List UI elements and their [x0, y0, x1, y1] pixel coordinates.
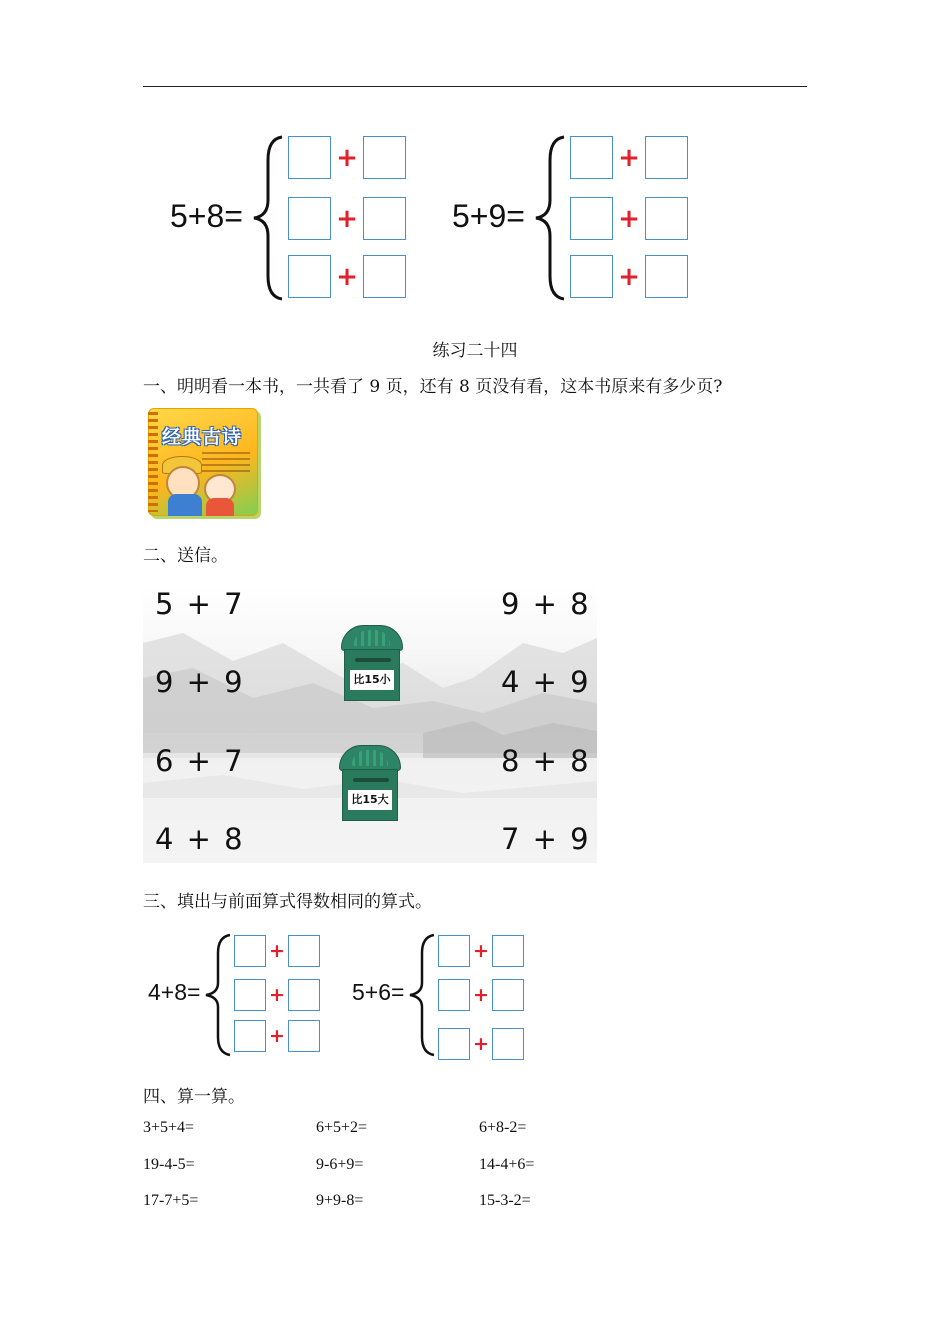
answer-box[interactable] [288, 255, 331, 298]
plus-sign: + [473, 1033, 489, 1055]
answer-box[interactable] [363, 197, 406, 240]
header-rule [143, 86, 807, 87]
mailbox-greater-than-15[interactable] [339, 745, 401, 825]
book-image [148, 408, 258, 516]
book-cover-title: 经典古诗 [162, 426, 243, 448]
plus-sign: + [473, 984, 489, 1006]
book-spiral-icon [148, 412, 158, 512]
expression-card[interactable]: 7 + 9 [501, 822, 591, 856]
question-4-text: 四、算一算。 [143, 1087, 245, 1107]
letters-scene [143, 583, 597, 863]
answer-box[interactable] [288, 979, 320, 1011]
expression-card[interactable]: 6 + 7 [155, 744, 245, 778]
answer-box[interactable] [234, 1020, 266, 1052]
plus-sign: + [618, 142, 640, 173]
expression-card[interactable]: 5 + 7 [155, 587, 245, 621]
mailbox-roof-icon [339, 745, 401, 771]
plus-sign: + [269, 1025, 285, 1047]
decomposition-5-plus-8 [170, 134, 410, 302]
plus-sign: + [336, 261, 358, 292]
answer-box[interactable] [288, 935, 320, 967]
answer-box[interactable] [645, 136, 688, 179]
calc-item[interactable]: 6+5+2= [316, 1119, 368, 1136]
plus-sign: + [336, 203, 358, 234]
calc-item[interactable]: 15-3-2= [479, 1192, 531, 1209]
answer-box[interactable] [645, 255, 688, 298]
equation-label: 5+9= [452, 198, 525, 234]
equation-label: 4+8= [148, 979, 201, 1005]
decomposition-5-plus-9 [452, 134, 692, 302]
plus-sign: + [269, 940, 285, 962]
mailbox-less-than-15[interactable] [341, 625, 403, 705]
answer-box[interactable] [570, 197, 613, 240]
answer-box[interactable] [492, 935, 524, 967]
answer-box[interactable] [288, 136, 331, 179]
decomposition-4-plus-8 [148, 933, 328, 1057]
mailbox-label: 比15大 [348, 790, 392, 810]
answer-box[interactable] [438, 935, 470, 967]
answer-box[interactable] [288, 1020, 320, 1052]
question-2-text: 二、送信。 [143, 546, 228, 566]
answer-box[interactable] [438, 1028, 470, 1060]
calc-item[interactable]: 9+9-8= [316, 1192, 364, 1209]
decomposition-5-plus-6 [352, 933, 532, 1063]
answer-box[interactable] [492, 979, 524, 1011]
answer-box[interactable] [570, 255, 613, 298]
curly-brace [248, 134, 288, 302]
question-3-text: 三、填出与前面算式得数相同的算式。 [143, 892, 432, 912]
answer-box[interactable] [234, 935, 266, 967]
robe-icon [168, 494, 202, 516]
plus-sign: + [618, 261, 640, 292]
answer-box[interactable] [363, 136, 406, 179]
expression-card[interactable]: 4 + 8 [155, 822, 245, 856]
mailbox-label: 比15小 [350, 670, 394, 690]
equation-label: 5+8= [170, 198, 243, 234]
calc-item[interactable]: 14-4+6= [479, 1156, 535, 1173]
curly-brace [406, 933, 438, 1057]
answer-box[interactable] [492, 1028, 524, 1060]
mail-slot-icon [353, 778, 389, 782]
book-text-lines [202, 452, 250, 476]
answer-box[interactable] [288, 197, 331, 240]
expression-card[interactable]: 8 + 8 [501, 744, 591, 778]
section-title: 练习二十四 [432, 341, 518, 361]
mailbox-roof-icon [341, 625, 403, 651]
robe-icon [206, 498, 234, 516]
answer-box[interactable] [234, 979, 266, 1011]
expression-card[interactable]: 9 + 8 [501, 587, 591, 621]
plus-sign: + [618, 203, 640, 234]
plus-sign: + [473, 940, 489, 962]
calc-item[interactable]: 17-7+5= [143, 1192, 199, 1209]
equation-label: 5+6= [352, 979, 405, 1005]
answer-box[interactable] [438, 979, 470, 1011]
plus-sign: + [336, 142, 358, 173]
question-1-text: 一、明明看一本书，一共看了 9 页，还有 8 页没有看，这本书原来有多少页? [143, 377, 723, 397]
answer-box[interactable] [363, 255, 406, 298]
mail-slot-icon [355, 658, 391, 662]
curly-brace [530, 134, 570, 302]
answer-box[interactable] [570, 136, 613, 179]
calc-item[interactable]: 19-4-5= [143, 1156, 195, 1173]
expression-card[interactable]: 9 + 9 [155, 665, 245, 699]
calc-item[interactable]: 3+5+4= [143, 1119, 195, 1136]
plus-sign: + [269, 984, 285, 1006]
calc-item[interactable]: 9-6+9= [316, 1156, 364, 1173]
curly-brace [202, 933, 234, 1057]
calc-item[interactable]: 6+8-2= [479, 1119, 527, 1136]
expression-card[interactable]: 4 + 9 [501, 665, 591, 699]
answer-box[interactable] [645, 197, 688, 240]
